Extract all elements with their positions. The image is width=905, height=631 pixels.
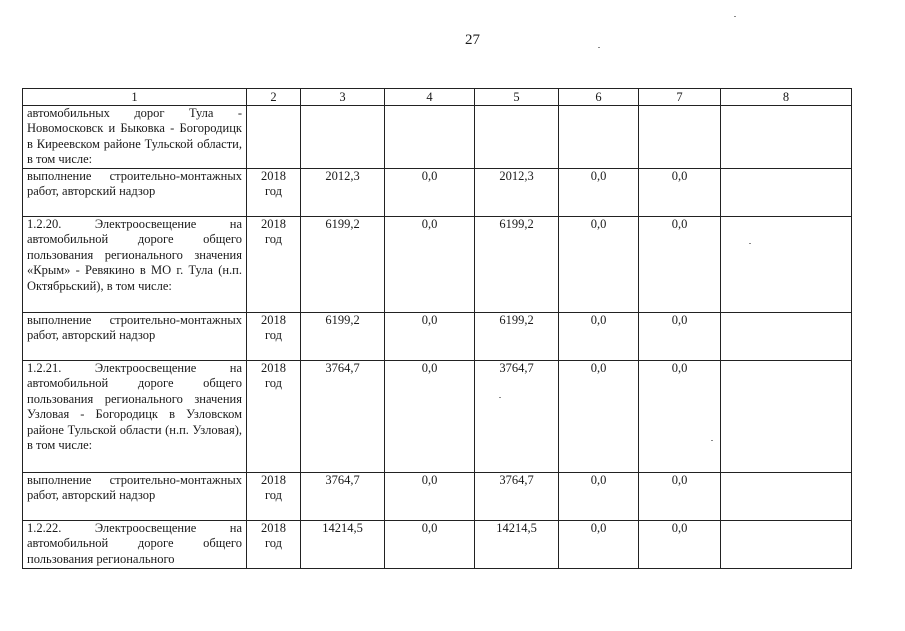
row-col-4: 0,0 [385, 217, 475, 313]
row-col-7: 0,0 [639, 361, 721, 473]
scan-speck [499, 397, 501, 398]
row-col-8 [721, 473, 852, 521]
row-col-4: 0,0 [385, 169, 475, 217]
table-row [23, 313, 852, 361]
row-col-4: 0,0 [385, 521, 475, 569]
row-description: выполнение строительно-монтажных работ, авторский надзор [23, 313, 247, 361]
row-year: 2018 год [247, 217, 301, 313]
row-col-8 [721, 106, 852, 169]
row-description: 1.2.21. Электроосвещение на автомобильной дороге общего пользования регионального значения Узловая - Богородицк в Узловском районе Тульской области (н.п. Узловая), в том числе: [23, 361, 247, 473]
row-col-7: 0,0 [639, 313, 721, 361]
row-col-6: 0,0 [559, 169, 639, 217]
row-col-8 [721, 361, 852, 473]
row-col-6 [559, 106, 639, 169]
header-col-1: 1 [23, 89, 247, 106]
row-col-8 [721, 217, 852, 313]
table-row [23, 521, 852, 569]
table-row [23, 217, 852, 313]
header-col-8: 8 [721, 89, 852, 106]
row-description: 1.2.22. Электроосвещение на автомобильной дороге общего пользования регионального [23, 521, 247, 569]
row-col-3: 6199,2 [301, 313, 385, 361]
row-col-5: 14214,5 [475, 521, 559, 569]
table-row [23, 473, 852, 521]
row-col-4: 0,0 [385, 313, 475, 361]
row-col-5: 6199,2 [475, 313, 559, 361]
row-col-8 [721, 313, 852, 361]
row-col-7: 0,0 [639, 521, 721, 569]
row-col-8 [721, 169, 852, 217]
row-col-7: 0,0 [639, 473, 721, 521]
page-number: 27 [465, 32, 480, 48]
row-description: выполнение строительно-монтажных работ, авторский надзор [23, 169, 247, 217]
row-description: выполнение строительно-монтажных работ, авторский надзор [23, 473, 247, 521]
row-col-6: 0,0 [559, 473, 639, 521]
table-row [23, 169, 852, 217]
scan-speck [749, 243, 751, 244]
header-col-2: 2 [247, 89, 301, 106]
row-year [247, 106, 301, 169]
row-year: 2018 год [247, 313, 301, 361]
table-row [23, 106, 852, 169]
row-year: 2018 год [247, 169, 301, 217]
row-col-5: 6199,2 [475, 217, 559, 313]
row-col-5 [475, 106, 559, 169]
row-col-4: 0,0 [385, 361, 475, 473]
row-col-7: 0,0 [639, 217, 721, 313]
header-col-3: 3 [301, 89, 385, 106]
row-description: 1.2.20. Электроосвещение на автомобильной дороге общего пользования регионального значения «Крым» - Ревякино в МО г. Тула (н.п. Октябрьский), в том числе: [23, 217, 247, 313]
row-col-3: 6199,2 [301, 217, 385, 313]
row-col-6: 0,0 [559, 217, 639, 313]
header-row [23, 89, 852, 106]
header-col-7: 7 [639, 89, 721, 106]
row-col-7: 0,0 [639, 169, 721, 217]
header-col-4: 4 [385, 89, 475, 106]
header-col-5: 5 [475, 89, 559, 106]
row-col-4: 0,0 [385, 473, 475, 521]
header-col-6: 6 [559, 89, 639, 106]
row-col-5: 3764,7 [475, 473, 559, 521]
row-year: 2018 год [247, 473, 301, 521]
row-col-3 [301, 106, 385, 169]
row-col-3: 14214,5 [301, 521, 385, 569]
budget-table [22, 88, 852, 569]
row-col-5: 2012,3 [475, 169, 559, 217]
row-col-4 [385, 106, 475, 169]
scan-speck [734, 16, 736, 17]
scan-speck [711, 440, 713, 441]
row-col-6: 0,0 [559, 521, 639, 569]
row-year: 2018 год [247, 521, 301, 569]
row-col-3: 3764,7 [301, 473, 385, 521]
row-col-3: 2012,3 [301, 169, 385, 217]
row-col-3: 3764,7 [301, 361, 385, 473]
row-col-5: 3764,7 [475, 361, 559, 473]
scan-speck [598, 47, 600, 48]
row-col-6: 0,0 [559, 361, 639, 473]
row-col-8 [721, 521, 852, 569]
table-row [23, 361, 852, 473]
row-year: 2018 год [247, 361, 301, 473]
row-col-6: 0,0 [559, 313, 639, 361]
row-description: автомобильных дорог Тула - Новомосковск и Быковка - Богородицк в Киреевском районе Тульской области, в том числе: [23, 106, 247, 169]
row-col-7 [639, 106, 721, 169]
